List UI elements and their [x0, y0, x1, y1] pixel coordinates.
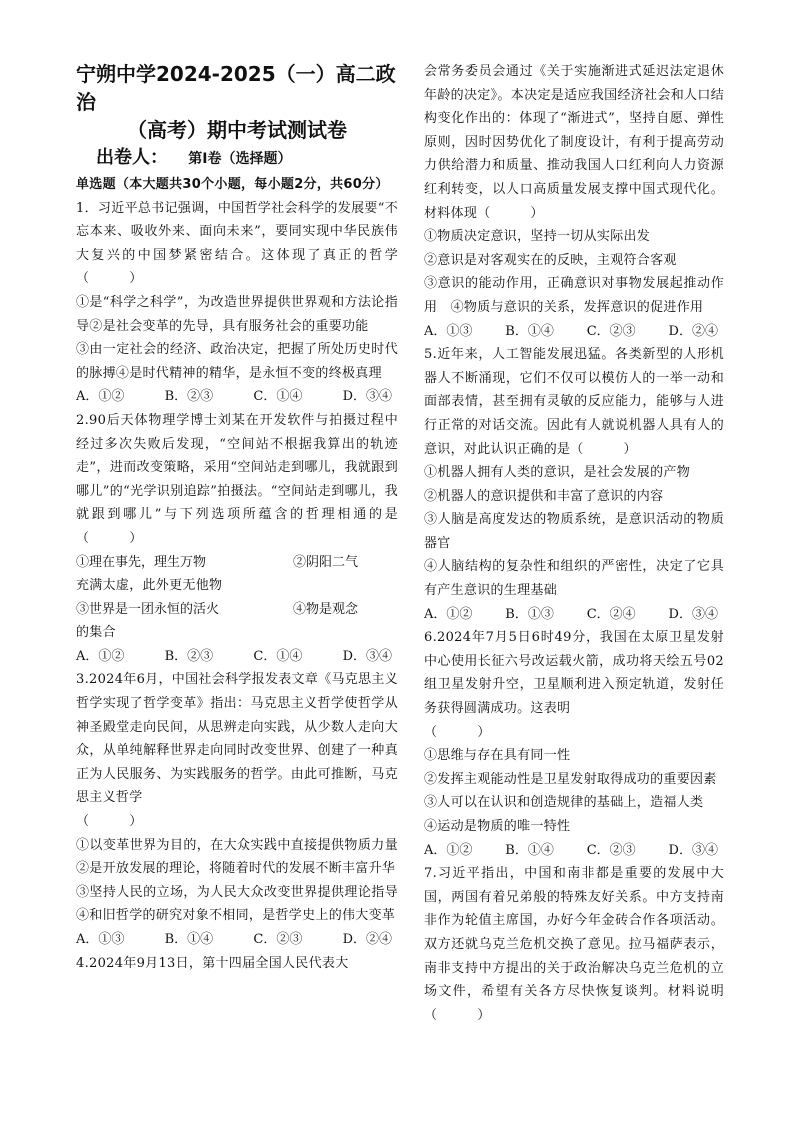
q6-blank: （ ） [424, 724, 491, 740]
q3-blank: （ ） [76, 814, 143, 830]
q5-option-b[interactable]: B．①③ [505, 606, 554, 622]
q5-statement-1: ①机器人拥有人类的意识，是社会发展的产物 [424, 465, 691, 481]
q4-options [424, 320, 724, 344]
q2-statement-4-cont: 的集合 [76, 625, 116, 641]
q2-stem: 2.90后天体物理学博士刘某在开发软件与拍摄过程中经过多次失败后发现，“空间站不根据我算出的轨迹走”，进而改变策略，采用“空间站走到哪儿，我就跟到哪儿”的“光学识别追踪”拍摄法。“空间站走到哪儿，我就跟到哪儿”与下列选项所蕴含的哲理相通的是（ ） [76, 412, 398, 546]
q4-option-a[interactable]: A．①③ [424, 323, 473, 339]
q5-stem: 5.近年来，人工智能发展迅猛。各类新型的人形机器人不断涌现，它们不仅可以模仿人的一举一动和面部表情，甚至拥有灵敏的反应能力，能够与人进行正常的对话交流。因此有人就说机器人具有人的意识，对此认识正确的是（ ） [424, 347, 724, 457]
q6-option-a[interactable]: A．①② [424, 842, 473, 858]
q2-statement-3: ③世界是一团永恒的活火 [76, 601, 220, 617]
question-2 [76, 409, 398, 669]
q3-statement-2: ③坚持人民的立场，为人民大众改变世界提供理论指导④和旧哲学的研究对象不相同，是哲学史上的伟大变革 [76, 884, 398, 924]
q1-stem: 1．习近平总书记强调，中国哲学社会科学的发展要“不忘本来、吸收外来、面向未来”，要同实现中华民族伟大复兴的中国梦紧密结合。这体现了真正的哲学（ ） [76, 200, 398, 287]
exam-title-line2: （高考）期中考试测试卷 [127, 118, 347, 142]
q3-option-a[interactable]: A．①③ [76, 932, 125, 947]
q6-statement-3: ③人可以在认识和创造规律的基础上，造福人类 [424, 795, 704, 811]
q3-stem: 3.2024年6月，中国社会科学报发表文章《马克思主义哲学实现了哲学变革》指出：马克思主义哲学使哲学从神圣殿堂走向民间，从思辨走向实践，从少数人走向大众，从单纯解释世界走向同时改变世界、创建了一种真正为人民服务、为实践服务的哲学。由此可推断，马克思主义哲学 [76, 672, 398, 806]
author-label: 出卷人： [96, 147, 168, 168]
right-column [424, 60, 724, 1027]
q5-option-c[interactable]: C．②④ [586, 606, 636, 622]
q1-option-c[interactable]: C．①④ [253, 389, 303, 405]
q6-statement-2: ②发挥主观能动性是卫星发射取得成功的重要因素 [424, 771, 717, 787]
q3-option-b[interactable]: B．①④ [164, 932, 214, 947]
q2-statement-4: ④物是观念 [292, 601, 358, 617]
question-4 [424, 60, 724, 343]
q6-options [424, 839, 724, 863]
q5-option-a[interactable]: A．①② [424, 606, 473, 622]
q2-option-c[interactable]: C．①④ [253, 648, 303, 664]
q4-stem-cont: 会常务委员会通过《关于实施渐进式延迟法定退休年龄的决定》。本决定是适应我国经济社会和人口结构变化作出的：体现了“渐进式”，坚持自愿、弹性原则，因时因势优化了制度设计，有利于提高劳动力供给潜力和质量、推动我国人口红利向人力资源红利转变，以人口高质量发展支撑中国式现代化。材料体现（ ） [424, 64, 724, 221]
q5-statement-4: ④人脑结构的复杂性和组织的严密性，决定了它具有产生意识的生理基础 [424, 559, 724, 599]
question-1 [76, 197, 398, 409]
q1-options [76, 385, 398, 409]
exam-title-line1: 宁朔中学2024-2025（一）高二政治 [76, 62, 396, 114]
q1-option-a[interactable]: A．①② [76, 389, 125, 405]
q6-stem: 6.2024年7月5日6时49分，我国在太原卫星发射中心使用长征六号改运载火箭，成功将天绘五号02组卫星发射升空，卫星顺利进入预定轨道，发射任务获得圆满成功。这表明 [424, 630, 724, 717]
q2-option-a[interactable]: A．①② [76, 648, 125, 664]
q6-option-b[interactable]: B．①④ [505, 842, 554, 858]
q7-stem: 7.习近平指出，中国和南非都是重要的发展中大国，两国有着兄弟般的特殊友好关系。中方支持南非作为轮值主席国，办好今年金砖合作各项活动。双方还就乌克兰危机交换了意见。拉马福萨表示，南非支持中方提出的关于政治解决乌克兰危机的立场文件，希望有关各方尽快恢复谈判。材料说明（ ） [424, 866, 724, 1023]
left-column [76, 60, 398, 975]
question-7 [424, 862, 724, 1027]
q4-statement-3: ③意识的能动作用，正确意识对事物发展起推动作用 ④物质与意识的关系，发挥意识的促进作用 [424, 276, 724, 315]
q1-statement-1: ①是“科学之科学”，为改造世界提供世界观和方法论指导②是社会变革的先导，具有服务社会的重要功能 [76, 294, 398, 334]
section-label: 第I卷（选择题） [188, 151, 292, 167]
q5-statement-2: ②机器人的意识提供和丰富了意识的内容 [424, 488, 664, 504]
q6-statement-1: ①思维与存在具有同一性 [424, 748, 571, 764]
q1-statement-2: ③由一定社会的经济、政治决定，把握了所处历史时代的脉搏④是时代精神的精华，是永恒不变的终极真理 [76, 342, 398, 381]
q3-option-d[interactable]: D．②④ [342, 932, 392, 947]
q4-option-d[interactable]: D．②④ [668, 323, 718, 339]
q3-options [76, 928, 398, 952]
q1-option-d[interactable]: D．③④ [342, 389, 392, 405]
q3-option-c[interactable]: C．②③ [253, 932, 303, 947]
q5-option-d[interactable]: D．③④ [668, 606, 718, 622]
q2-options [76, 645, 398, 669]
q5-options [424, 603, 724, 627]
q1-option-b[interactable]: B．②③ [164, 389, 214, 405]
instructions: 单选题（本大题共30个小题，每小题2分，共60分） [76, 177, 389, 192]
q2-option-d[interactable]: D．③④ [342, 648, 392, 664]
question-5 [424, 343, 724, 626]
q6-option-c[interactable]: C．②③ [586, 842, 636, 858]
q2-option-b[interactable]: B．②③ [164, 648, 214, 664]
exam-subtitle [96, 144, 398, 173]
q4-statement-2: ②意识是对客观实在的反映，主观符合客观 [424, 252, 677, 268]
q2-statement-2: ②阴阳二气 [292, 554, 358, 570]
q4-option-c[interactable]: C．②③ [586, 323, 636, 339]
q4-stem-start: 4.2024年9月13日，第十四届全国人民代表大 [76, 955, 349, 971]
q5-statement-3: ③人脑是高度发达的物质系统，是意识活动的物质器官 [424, 512, 724, 551]
q3-statement-1: ①以变革世界为目的，在大众实践中直接提供物质力量②是开放发展的理论，将随着时代的发展不断丰富升华 [76, 837, 398, 877]
q2-statement-2-cont: 充满太虚，此外更无他物 [76, 578, 223, 594]
q4-option-b[interactable]: B．①④ [505, 323, 554, 339]
question-3 [76, 668, 398, 951]
q4-statement-1: ①物质决定意识，坚持一切从实际出发 [424, 229, 651, 245]
q2-statement-1: ①理在事先，理生万物 [76, 554, 207, 570]
q2-statement-row-2 [76, 598, 398, 622]
q6-statement-4: ④运动是物质的唯一特性 [424, 819, 571, 834]
q2-statement-row-1 [76, 551, 398, 575]
q6-option-d[interactable]: D．③④ [668, 842, 718, 858]
question-6 [424, 626, 724, 862]
